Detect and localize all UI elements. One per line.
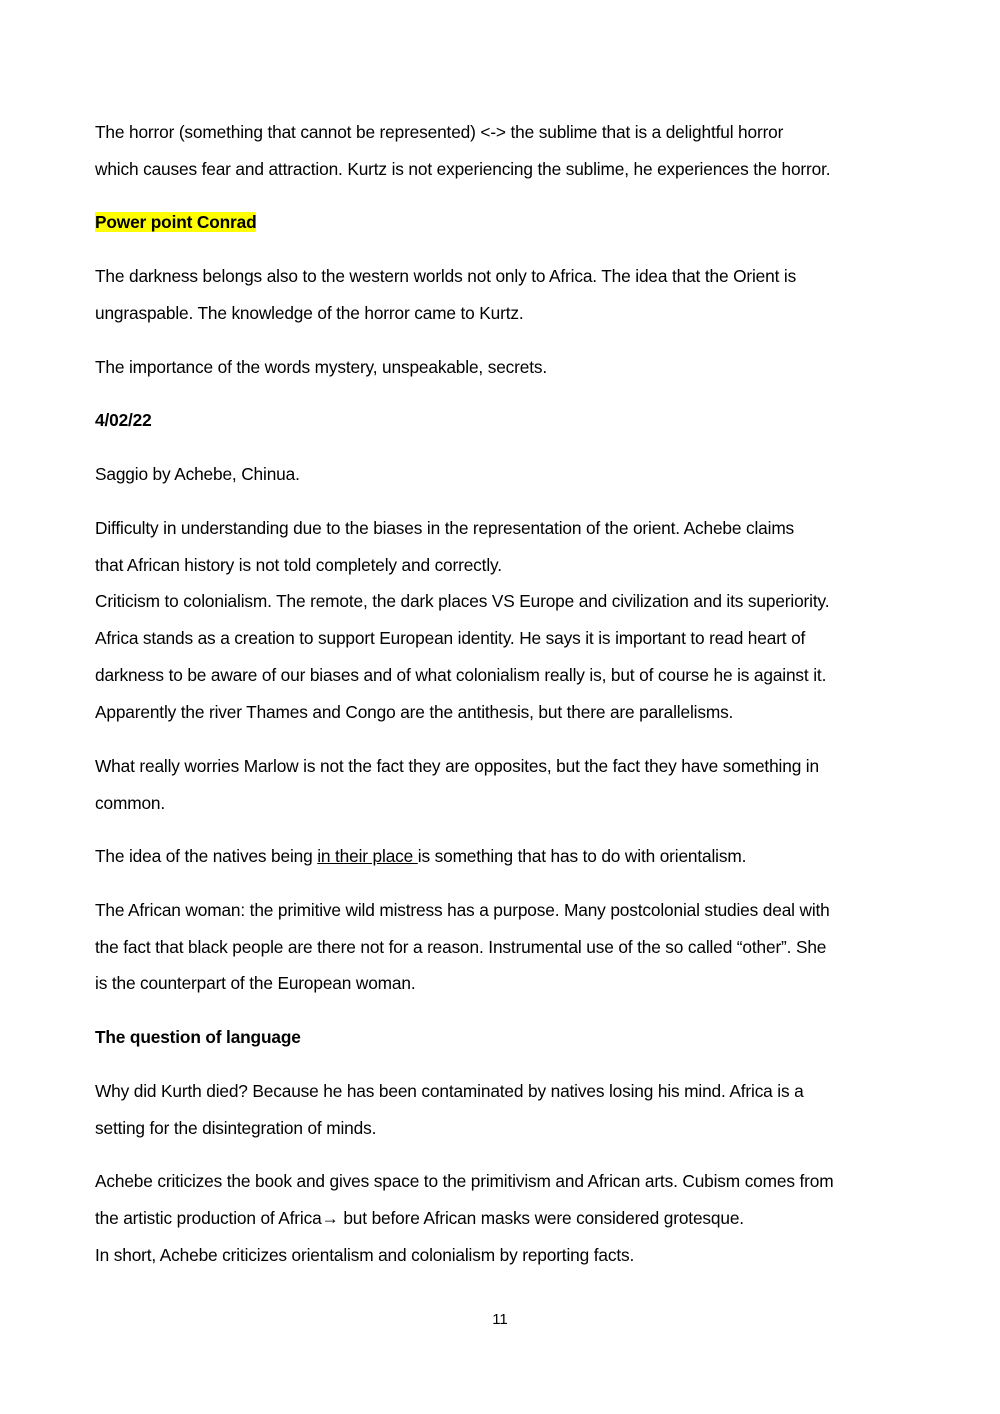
text-run: is something that has to do with orientalism.	[417, 846, 747, 866]
paragraph-line: Criticism to colonialism. The remote, the dark places VS Europe and civilization and its superiority.	[95, 591, 830, 611]
section-heading	[95, 210, 256, 234]
paragraph-line: Saggio by Achebe, Chinua.	[95, 464, 300, 484]
paragraph-line: The darkness belongs also to the western worlds not only to Africa. The idea that the Orient is	[95, 266, 797, 286]
paragraph-line: darkness to be aware of our biases and of what colonialism really is, but of course he is against it.	[95, 665, 827, 685]
text-run: but before African masks were considered grotesque.	[338, 1208, 744, 1228]
paragraph-line: is the counterpart of the European woman.	[95, 973, 416, 993]
paragraph-line: The African woman: the primitive wild mistress has a purpose. Many postcolonial studies deal with	[95, 900, 830, 920]
paragraph-line: which causes fear and attraction. Kurtz is not experiencing the sublime, he experiences the horror.	[95, 159, 831, 179]
paragraph-line: What really worries Marlow is not the fact they are opposites, but the fact they have something in	[95, 756, 819, 776]
section-heading: The question of language	[95, 1027, 301, 1047]
date-heading: 4/02/22	[95, 410, 152, 430]
paragraph-line	[95, 1206, 744, 1230]
paragraph-line: Apparently the river Thames and Congo are the antithesis, but there are parallelisms.	[95, 702, 734, 722]
paragraph-line: common.	[95, 793, 166, 813]
paragraph-line: The importance of the words mystery, unspeakable, secrets.	[95, 357, 548, 377]
paragraph-line: ungraspable. The knowledge of the horror came to Kurtz.	[95, 303, 524, 323]
right-arrow-icon: →	[321, 1208, 339, 1228]
page-number: 11	[492, 1311, 508, 1328]
paragraph-line: Why did Kurth died? Because he has been contaminated by natives losing his mind. Africa is a	[95, 1081, 804, 1101]
paragraph-line: setting for the disintegration of minds.	[95, 1118, 377, 1138]
paragraph-line: Africa stands as a creation to support European identity. He says it is important to read heart of	[95, 628, 806, 648]
text-run: The idea of the natives being	[95, 846, 318, 866]
paragraph-line: Achebe criticizes the book and gives space to the primitivism and African arts. Cubism comes from	[95, 1171, 834, 1191]
paragraph-line: In short, Achebe criticizes orientalism and colonialism by reporting facts.	[95, 1245, 635, 1265]
paragraph-line	[95, 844, 746, 868]
paragraph-line: that African history is not told completely and correctly.	[95, 555, 502, 575]
highlighted-heading: Power point Conrad	[95, 212, 257, 232]
text-run: the artistic production of Africa	[95, 1208, 322, 1228]
underlined-phrase: in their place	[317, 846, 418, 866]
paragraph-line: Difficulty in understanding due to the biases in the representation of the orient. Achebe claims	[95, 518, 795, 538]
paragraph-line: The horror (something that cannot be represented) <-> the sublime that is a delightful horror	[95, 122, 784, 142]
paragraph-line: the fact that black people are there not for a reason. Instrumental use of the so called “other”. She	[95, 937, 827, 957]
